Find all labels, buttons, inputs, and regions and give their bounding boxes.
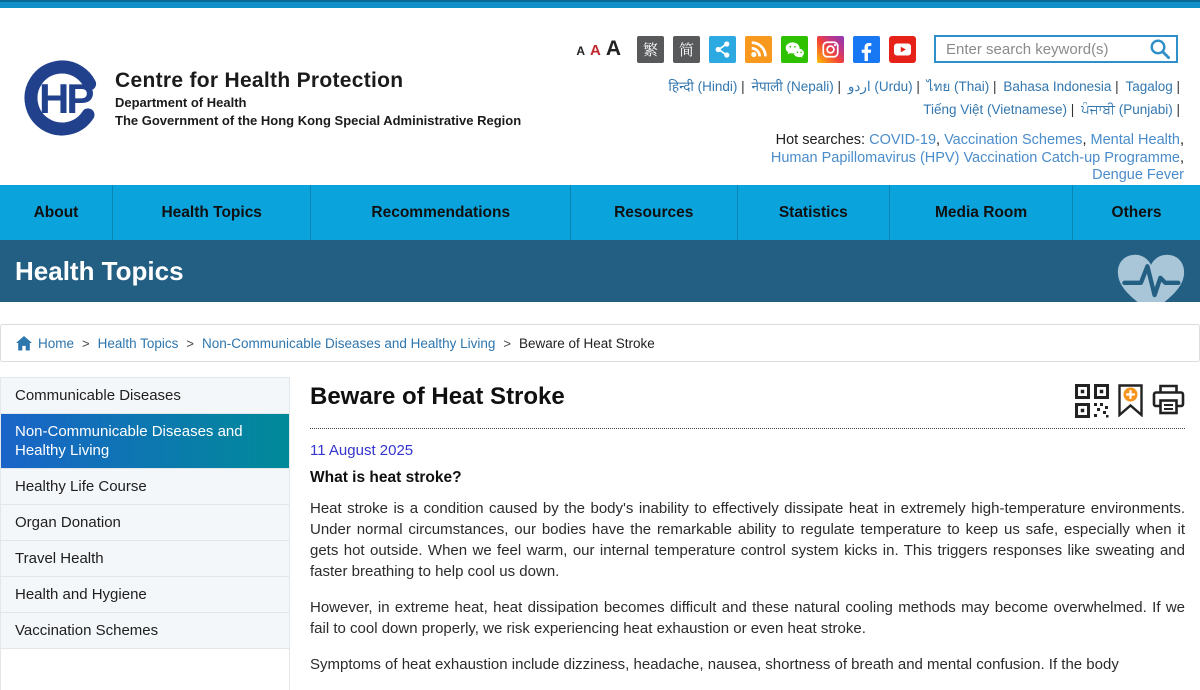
breadcrumb <box>0 324 1200 362</box>
heart-pulse-icon <box>1115 249 1187 302</box>
sidebar-item-vaccination-schemes[interactable]: Vaccination Schemes <box>1 613 289 649</box>
wechat-icon[interactable] <box>781 36 808 63</box>
nav-item-health-topics[interactable]: Health Topics <box>113 185 312 240</box>
top-accent-bar <box>0 0 1200 8</box>
font-size-medium-button[interactable]: A <box>589 42 601 59</box>
breadcrumb-current-page: Beware of Heat Stroke <box>519 335 655 351</box>
header-controls <box>576 35 1178 63</box>
nav-item-resources[interactable]: Resources <box>571 185 738 240</box>
site-title: Centre for Health Protection <box>115 69 404 92</box>
bookmark-icon[interactable] <box>1117 384 1144 417</box>
search-input[interactable] <box>944 40 1149 59</box>
article-tools <box>1075 383 1185 418</box>
breadcrumb-health-topics[interactable]: Health Topics <box>97 335 179 351</box>
main-nav <box>0 185 1200 240</box>
svg-text:HP: HP <box>39 75 92 122</box>
nav-item-statistics[interactable]: Statistics <box>738 185 891 240</box>
qr-code-icon[interactable] <box>1075 384 1109 418</box>
language-links <box>665 75 1180 121</box>
sharethis-icon[interactable] <box>709 36 736 63</box>
language-link-thai[interactable]: ไทย (Thai) | <box>927 79 997 94</box>
font-size-small-button[interactable]: A <box>576 44 585 58</box>
simplified-chinese-button[interactable]: 简 <box>673 36 700 63</box>
font-size-controls <box>576 37 621 61</box>
title-divider <box>310 428 1185 429</box>
hot-search-mental-health[interactable]: Mental Health , <box>1091 132 1185 148</box>
article-title: Beware of Heat Stroke <box>310 383 565 410</box>
home-icon[interactable] <box>16 336 32 351</box>
language-link-tagalog[interactable]: Tagalog | <box>1125 79 1180 94</box>
nav-item-media-room[interactable]: Media Room <box>890 185 1073 240</box>
youtube-icon[interactable] <box>889 36 916 63</box>
hot-searches <box>729 132 1184 185</box>
article-date: 11 August 2025 <box>310 442 414 459</box>
chp-logo <box>22 58 102 138</box>
language-link-bahasa[interactable]: Bahasa Indonesia | <box>1003 79 1118 94</box>
traditional-chinese-button[interactable]: 繁 <box>637 36 664 63</box>
hot-searches-label: Hot searches: <box>775 132 866 148</box>
article-paragraph: Heat stroke is a condition caused by the body's inability to effectively dissipate heat in extremely high-temperature environments. Under normal circumstances, our bodies have the remarkable ability to regulate temperature to keep us safe, especially when it gets hot outside. When we feel warm, our internal temperature control system kicks in. This triggers responses like sweating and faster breathing to help cool us down. <box>310 500 1185 580</box>
language-link-punjabi[interactable]: ਪੰਜਾਬੀ (Punjabi) | <box>1081 102 1180 117</box>
language-link-urdu[interactable]: اردو (Urdu) | <box>848 79 920 94</box>
sidebar-item-non-communicable-diseases[interactable]: Non-Communicable Diseases and Healthy Living <box>1 414 289 469</box>
search-box <box>934 35 1178 63</box>
sidebar-item-health-and-hygiene[interactable]: Health and Hygiene <box>1 577 289 613</box>
department-line: Department of Health <box>115 95 247 110</box>
language-link-vietnamese[interactable]: Tiếng Việt (Vietnamese) | <box>923 102 1074 117</box>
government-line: The Government of the Hong Kong Special Administrative Region <box>115 112 522 128</box>
sidebar <box>0 377 290 690</box>
article <box>290 377 1200 690</box>
section-banner <box>0 240 1200 302</box>
breadcrumb-ncd-healthy-living[interactable]: Non-Communicable Diseases and Healthy Living <box>202 335 496 351</box>
sidebar-item-travel-health[interactable]: Travel Health <box>1 541 289 577</box>
facebook-icon[interactable] <box>853 36 880 63</box>
site-header <box>0 8 1200 185</box>
language-link-hindi[interactable]: हिन्दी (Hindi) | <box>668 79 744 94</box>
font-size-large-button[interactable]: A <box>605 37 621 60</box>
section-banner-title: Health Topics <box>15 255 184 286</box>
hot-search-dengue-fever[interactable]: Dengue Fever <box>1092 167 1184 183</box>
hot-search-vaccination-schemes[interactable]: Vaccination Schemes , <box>944 132 1090 148</box>
nav-item-about[interactable]: About <box>0 185 113 240</box>
breadcrumb-separator: > <box>503 335 511 351</box>
article-section-heading: What is heat stroke? <box>310 469 462 486</box>
search-icon[interactable] <box>1149 38 1171 60</box>
print-icon[interactable] <box>1152 384 1185 415</box>
breadcrumb-separator: > <box>82 335 90 351</box>
nav-item-others[interactable]: Others <box>1111 203 1162 221</box>
sidebar-item-communicable-diseases[interactable]: Communicable Diseases <box>1 378 289 414</box>
instagram-icon[interactable] <box>817 36 844 63</box>
article-paragraph: However, in extreme heat, heat dissipation becomes difficult and these natural cooling methods may become overwhelmed. If we fail to cool down properly, we risk experiencing heat exhaustion or even heat stroke. <box>310 599 1185 637</box>
brand-text <box>115 58 521 128</box>
article-paragraph: Symptoms of heat exhaustion include dizziness, headache, nausea, shortness of breath and mental confusion. If the body <box>310 656 1119 673</box>
content-area <box>0 377 1200 690</box>
nav-item-recommendations[interactable]: Recommendations <box>311 185 571 240</box>
hot-search-covid19[interactable]: COVID-19 , <box>869 132 944 148</box>
site-branding[interactable] <box>22 58 521 138</box>
breadcrumb-home[interactable]: Home <box>38 335 75 351</box>
language-link-nepali[interactable]: नेपाली (Nepali) | <box>751 79 841 94</box>
rss-icon[interactable] <box>745 36 772 63</box>
sidebar-item-organ-donation[interactable]: Organ Donation <box>1 505 289 541</box>
sidebar-item-healthy-life-course[interactable]: Healthy Life Course <box>1 469 289 505</box>
hot-search-hpv-programme[interactable]: Human Papillomavirus (HPV) Vaccination Catch-up Programme , <box>771 150 1184 166</box>
breadcrumb-separator: > <box>186 335 194 351</box>
